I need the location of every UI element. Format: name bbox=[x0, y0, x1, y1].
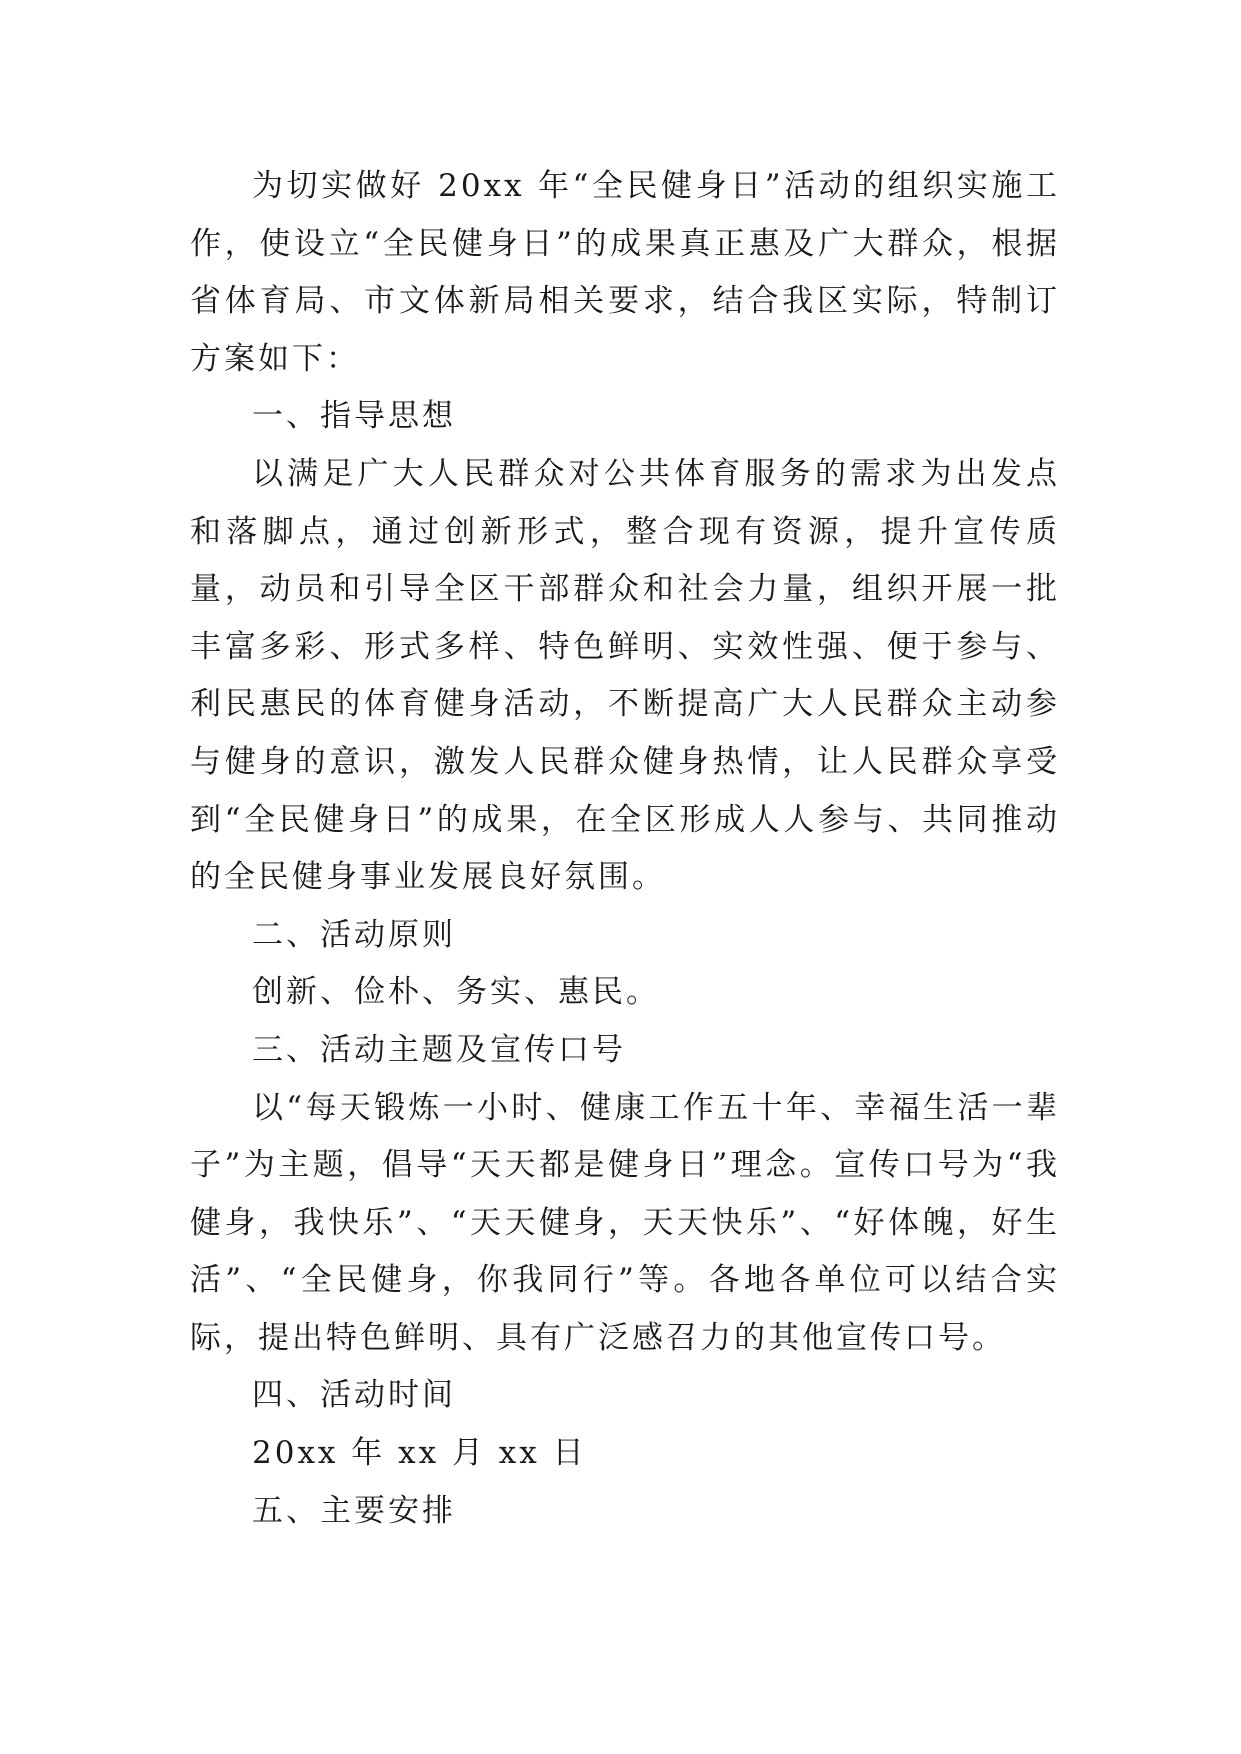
section-heading-theme-slogans: 三、活动主题及宣传口号 bbox=[252, 1031, 626, 1068]
document-body bbox=[190, 158, 1060, 1540]
theme-slogans-paragraph: 以“每天锻炼一小时、健康工作五十年、幸福生活一辈子”为主题，倡导“天天都是健身日”理念。宣传口号为“我健身，我快乐”、“天天健身，天天快乐”、“好体魄，好生活”、“全民健身，你我同行”等。各地各单位可以结合实际，提出特色鲜明、具有广泛感召力的其他宣传口号。 bbox=[190, 1089, 1060, 1356]
time-paragraph: 20xx 年 xx 月 xx 日 bbox=[252, 1435, 587, 1472]
section-heading-guiding-ideology: 一、指导思想 bbox=[252, 398, 456, 435]
intro-paragraph: 为切实做好 20xx 年“全民健身日”活动的组织实施工作，使设立“全民健身日”的成果真正惠及广大群众，根据省体育局、市文体新局相关要求，结合我区实际，特制订方案如下： bbox=[190, 168, 1060, 377]
section-heading-time: 四、活动时间 bbox=[252, 1377, 456, 1414]
section-heading-principles: 二、活动原则 bbox=[252, 916, 456, 953]
section-heading-arrangements: 五、主要安排 bbox=[252, 1492, 456, 1529]
principles-paragraph: 创新、俭朴、务实、惠民。 bbox=[252, 974, 660, 1011]
guiding-ideology-paragraph: 以满足广大人民群众对公共体育服务的需求为出发点和落脚点，通过创新形式，整合现有资源，提升宣传质量，动员和引导全区干部群众和社会力量，组织开展一批丰富多彩、形式多样、特色鲜明、实效性强、便于参与、利民惠民的体育健身活动，不断提高广大人民群众主动参与健身的意识，激发人民群众健身热情，让人民群众享受到“全民健身日”的成果，在全区形成人人参与、共同推动的全民健身事业发展良好氛围。 bbox=[190, 455, 1060, 896]
